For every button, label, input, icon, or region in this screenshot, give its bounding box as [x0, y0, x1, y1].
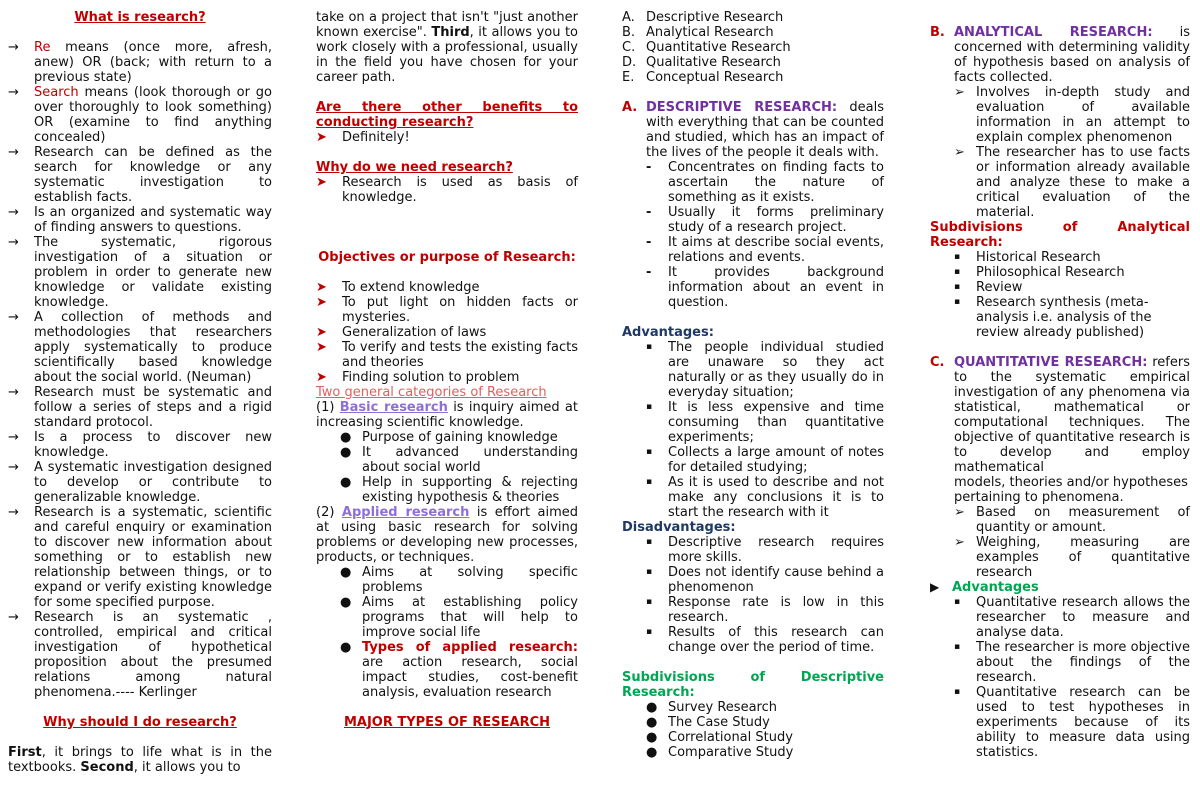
triangle-right-icon: ▶ [930, 580, 940, 594]
list-item: ● Comparative Study [646, 745, 794, 760]
bullet-icon: ▪ [954, 282, 961, 292]
why-research-paragraph: First, it brings to life what is in the textbooks. Second, it allows you to [8, 745, 272, 775]
bullet-icon: ● [646, 715, 658, 730]
bullet-icon: ● [340, 565, 352, 580]
list-item: → Research is a systematic, scientific and careful enquiry or examination to discover new information about something or to establish new relationship between things, or to expand or verify existing knowledge for some specified purpose. [8, 505, 272, 610]
list-item: ➢ The researcher has to use facts or information already available and analyze these to make a critical evaluation of the material. [954, 145, 1190, 220]
list-item: ● Aims at establishing policy programs that will help to improve social life [340, 595, 578, 640]
column-2 [316, 10, 578, 730]
bullet-icon: ● [646, 745, 658, 760]
bullet-icon: ▪ [646, 477, 653, 487]
why-do-research-heading: Why should I do research? [43, 715, 237, 730]
list-item: ▪ Research synthesis (meta-analysis i.e. analysis of the review already published) [954, 295, 1152, 340]
list-item: ▪ Quantitative research can be used to test hypotheses in experiments because of its ability to measure data using statistics. [954, 685, 1190, 760]
list-item: ● It advanced understanding about social world [340, 445, 578, 475]
list-item: ▪ Quantitative research allows the researcher to measure and analyse data. [954, 595, 1190, 640]
descriptive-research-paragraph: A. DESCRIPTIVE RESEARCH: deals with everything that can be counted and studied, which has an impact of the lives of the people it deals with. [622, 100, 884, 160]
need-research-heading: Why do we need research? [316, 160, 513, 175]
list-item: B. Analytical Research [622, 25, 774, 40]
list-item: ▪ It is less expensive and time consuming than quantitative experiments; [646, 400, 884, 445]
chevron-right-icon: ➢ [954, 535, 965, 550]
list-item: ▪ Philosophical Research [954, 265, 1125, 280]
bullet-icon: ● [646, 700, 658, 715]
arrow-icon: → [8, 610, 19, 625]
list-item: ➤ To extend knowledge [316, 280, 480, 295]
chevron-right-icon: ➤ [316, 130, 327, 145]
list-item: ▪ The researcher is more objective about the findings of the research. [954, 640, 1190, 685]
chevron-right-icon: ➤ [316, 340, 327, 355]
list-item: - Concentrates on finding facts to ascertain the nature of something as it exists. [646, 160, 884, 205]
list-item: ● Types of applied research: are action research, social impact studies, cost-benefit analysis, evaluation research [340, 640, 578, 700]
bullet-icon: ▪ [646, 537, 653, 547]
bullet-icon: ▪ [954, 252, 961, 262]
arrow-icon: → [8, 505, 19, 520]
what-is-research-heading: What is research? [74, 10, 206, 25]
bullet-icon: ▪ [954, 642, 961, 652]
list-item: → Search means (look thorough or go over thoroughly to look something) OR (examine to find anything concealed) [8, 85, 272, 145]
arrow-icon: → [8, 385, 19, 400]
list-item: ▪ Results of this research can change over the period of time. [646, 625, 884, 655]
list-item: E. Conceptual Research [622, 70, 784, 85]
list-item: ● The Case Study [646, 715, 770, 730]
chevron-right-icon: ➢ [954, 85, 965, 100]
list-item: ▪ The people individual studied are unaware so they act naturally or as they usually do in everyday situation; [646, 340, 884, 400]
list-item: D. Qualitative Research [622, 55, 781, 70]
arrow-icon: → [8, 40, 19, 55]
bullet-icon: ● [340, 430, 352, 445]
disadvantages-heading: Disadvantages: [622, 520, 736, 535]
list-item: ➤ Generalization of laws [316, 325, 487, 340]
list-item: ▪ Response rate is low in this research. [646, 595, 884, 625]
list-item: - It aims at describe social events, relations and events. [646, 235, 884, 265]
arrow-icon: → [8, 235, 19, 250]
list-item: → Research must be systematic and follow a series of steps and a rigid standard protocol. [8, 385, 272, 430]
chevron-right-icon: ➤ [316, 280, 327, 295]
objectives-heading: Objectives or purpose of Research: [318, 250, 576, 265]
bullet-icon: ● [340, 475, 352, 490]
list-item: - It provides background information about an event in question. [646, 265, 884, 310]
arrow-icon: → [8, 310, 19, 325]
why-research-continued: take on a project that isn't "just another known exercise". Third, it allows you to work closely with a professional, usually in the field you have chosen for your career path. [316, 10, 578, 85]
list-item: ● Help in supporting & rejecting existing hypothesis & theories [340, 475, 578, 505]
list-item: ▪ As it is used to describe and not make any conclusions it is to start the research with it [646, 475, 884, 520]
arrow-icon: → [8, 460, 19, 475]
arrow-icon: → [8, 145, 19, 160]
list-item: → Is a process to discover new knowledge. [8, 430, 272, 460]
list-item: ▪ Collects a large amount of notes for detailed studying; [646, 445, 884, 475]
list-item: ➢ Based on measurement of quantity or amount. [954, 505, 1190, 535]
list-item: → The systematic, rigorous investigation of a situation or problem in order to generate new knowledge or validate existing knowledge. [8, 235, 272, 310]
list-item: ▪ Review [954, 280, 1023, 295]
analytical-research-paragraph: B. ANALYTICAL RESEARCH: is concerned with determining validity of hypothesis based on analysis of facts collected. [930, 25, 1190, 85]
list-item: ▪ Does not identify cause behind a phenomenon [646, 565, 884, 595]
column-1 [8, 10, 272, 775]
analytical-subdivisions-heading: Subdivisions of Analytical Research: [930, 220, 1190, 250]
list-item: ➤ Research is used as basis of knowledge. [316, 175, 578, 205]
list-item: A. Descriptive Research [622, 10, 784, 25]
chevron-right-icon: ➤ [316, 295, 327, 310]
chevron-right-icon: ➢ [954, 505, 965, 520]
bullet-icon: ▪ [646, 627, 653, 637]
major-types-heading: MAJOR TYPES OF RESEARCH [343, 715, 551, 730]
chevron-right-icon: ➤ [316, 325, 327, 340]
bullet-icon: ▪ [646, 402, 653, 412]
list-item: ● Correlational Study [646, 730, 793, 745]
list-item: → Research can be defined as the search for knowledge or any systematic investigation to establish facts. [8, 145, 272, 205]
chevron-right-icon: ➤ [316, 175, 327, 190]
applied-research-paragraph: (2) Applied research is effort aimed at using basic research for solving problems or developing new processes, products, or techniques. [316, 505, 579, 565]
advantages-heading: Advantages: [622, 325, 714, 340]
list-item: ● Survey Research [646, 700, 777, 715]
chevron-right-icon: ➤ [316, 370, 327, 385]
bullet-icon: ● [340, 640, 352, 655]
bullet-icon: ▪ [646, 597, 653, 607]
basic-research-paragraph: (1) Basic research is inquiry aimed at increasing scientific knowledge. [316, 400, 578, 430]
descriptive-subdivisions-heading: Subdivisions of Descriptive Research: [622, 670, 884, 700]
list-item: → Is an organized and systematic way of finding answers to questions. [8, 205, 272, 235]
bullet-icon: ▪ [954, 597, 961, 607]
list-item: → A collection of methods and methodologies that researchers apply systematically to produce scientifically based knowledge about the social world. (Neuman) [8, 310, 272, 385]
bullet-icon: ● [646, 730, 658, 745]
benefits-heading: Are there other benefits to conducting research? [316, 100, 578, 130]
bullet-icon: ▪ [954, 267, 961, 277]
list-item: → Research is an systematic , controlled, empirical and critical investigation of hypothetical proposition about the presumed relations among natural phenomena.---- Kerlinger [8, 610, 272, 700]
bullet-icon: ▪ [646, 342, 653, 352]
bullet-icon: ▪ [954, 297, 961, 307]
list-item: ➤ To put light on hidden facts or mysteries. [316, 295, 578, 325]
categories-heading: Two general categories of Research [316, 385, 547, 400]
chevron-right-icon: ➢ [954, 145, 965, 160]
list-item: → Re means (once more, afresh, anew) OR (back; with return to a previous state) [8, 40, 272, 85]
bullet-icon: ● [340, 595, 352, 610]
advantages-heading-row: ▶ Advantages [930, 580, 1039, 595]
bullet-icon: ▪ [646, 447, 653, 457]
arrow-icon: → [8, 430, 19, 445]
arrow-icon: → [8, 85, 19, 100]
list-item: ➤ To verify and tests the existing facts and theories [316, 340, 578, 370]
list-item: - Usually it forms preliminary study of a research project. [646, 205, 884, 235]
list-item: ▪ Historical Research [954, 250, 1101, 265]
list-item: ➤ Finding solution to problem [316, 370, 520, 385]
bullet-icon: ▪ [954, 687, 961, 697]
column-4 [930, 10, 1190, 760]
quantitative-research-paragraph: C. QUANTITATIVE RESEARCH: refers to the systematic empirical investigation of any phenomena via statistical, mathematical or computational techniques. The objective of quantitative research is to develop and employ mathematical [930, 355, 1190, 475]
list-item: ➤ Definitely! [316, 130, 410, 145]
quantitative-research-continued: models, theories and/or hypotheses pertaining to phenomena. [954, 475, 1188, 505]
list-item: ● Aims at solving specific problems [340, 565, 578, 595]
column-3 [622, 10, 884, 760]
list-item: C. Quantitative Research [622, 40, 791, 55]
list-item: ➢ Involves in-depth study and evaluation of available information in an attempt to explain complex phenomenon [954, 85, 1190, 145]
list-item: ➢ Weighing, measuring are examples of quantitative research [954, 535, 1190, 580]
list-item: ● Purpose of gaining knowledge [340, 430, 558, 445]
list-item: → A systematic investigation designed to develop or contribute to generalizable knowledge. [8, 460, 272, 505]
list-item: ▪ Descriptive research requires more skills. [646, 535, 884, 565]
arrow-icon: → [8, 205, 19, 220]
bullet-icon: ▪ [646, 567, 653, 577]
bullet-icon: ● [340, 445, 352, 460]
